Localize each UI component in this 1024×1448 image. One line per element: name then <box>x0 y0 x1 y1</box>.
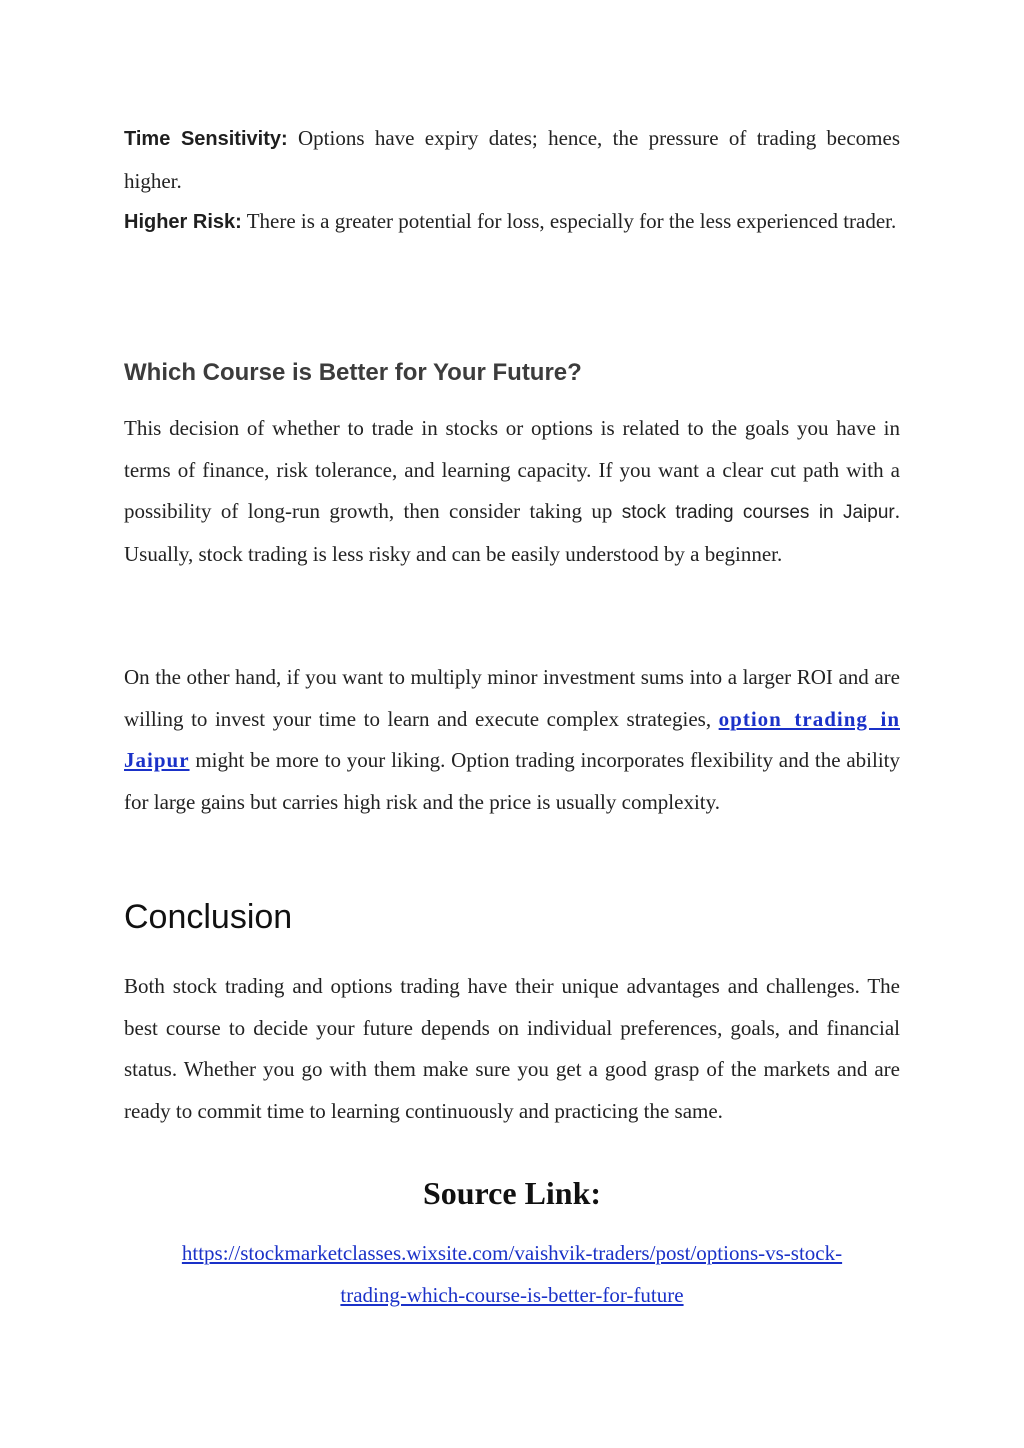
source-link-heading: Source Link: <box>422 1175 602 1211</box>
option-trading-link[interactable]: option trading in Jaipur <box>124 706 900 773</box>
source-url-link[interactable]: https://stockmarketclasses.wixsite.com/vaishvik-traders/post/options-vs-stock- trading-which-course-is-better-for-future <box>181 1241 843 1307</box>
time-sensitivity-paragraph <box>124 118 900 202</box>
source-url-paragraph <box>112 1232 912 1316</box>
higher-risk-label: Higher Risk: <box>124 211 242 233</box>
paragraph-2-text-before: On the other hand, if you want to multiply minor investment sums into a larger ROI and are willing to invest your time to learn and execute complex strategies, <box>124 665 900 731</box>
paragraph-1-text-before: This decision of whether to trade in stocks or options is related to the goals you have in terms of finance, risk tolerance, and learning capacity. If you want a clear cut path with a possibility of long-run growth, then consider taking up <box>124 416 900 524</box>
time-sensitivity-label: Time Sensitivity: <box>124 128 288 150</box>
which-course-paragraph-1 <box>124 408 900 575</box>
which-course-heading: Which Course is Better for Your Future? <box>124 359 582 386</box>
conclusion-paragraph: Both stock trading and options trading have their unique advantages and challenges. The best course to decide your future depends on individual preferences, goals, and financial status. Whether you go with them make sure you get a good grasp of the markets and are ready to commit time to learning continuously and practicing the same. <box>124 974 900 1123</box>
stock-trading-courses-link[interactable]: stock trading courses in Jaipur <box>621 502 895 524</box>
paragraph-2-text-after: might be more to your liking. Option trading incorporates flexibility and the ability for large gains but carries high risk and the price is usually complexity. <box>124 748 900 814</box>
higher-risk-text: There is a greater potential for loss, especially for the less experienced trader. <box>246 209 897 233</box>
conclusion-heading: Conclusion <box>124 898 293 936</box>
paragraph-1-text-after: . Usually, stock trading is less risky and can be easily understood by a beginner. <box>124 499 900 566</box>
higher-risk-paragraph <box>124 201 900 244</box>
time-sensitivity-text: Options have expiry dates; hence, the pressure of trading becomes higher. <box>124 126 900 193</box>
which-course-paragraph-2 <box>124 657 900 823</box>
